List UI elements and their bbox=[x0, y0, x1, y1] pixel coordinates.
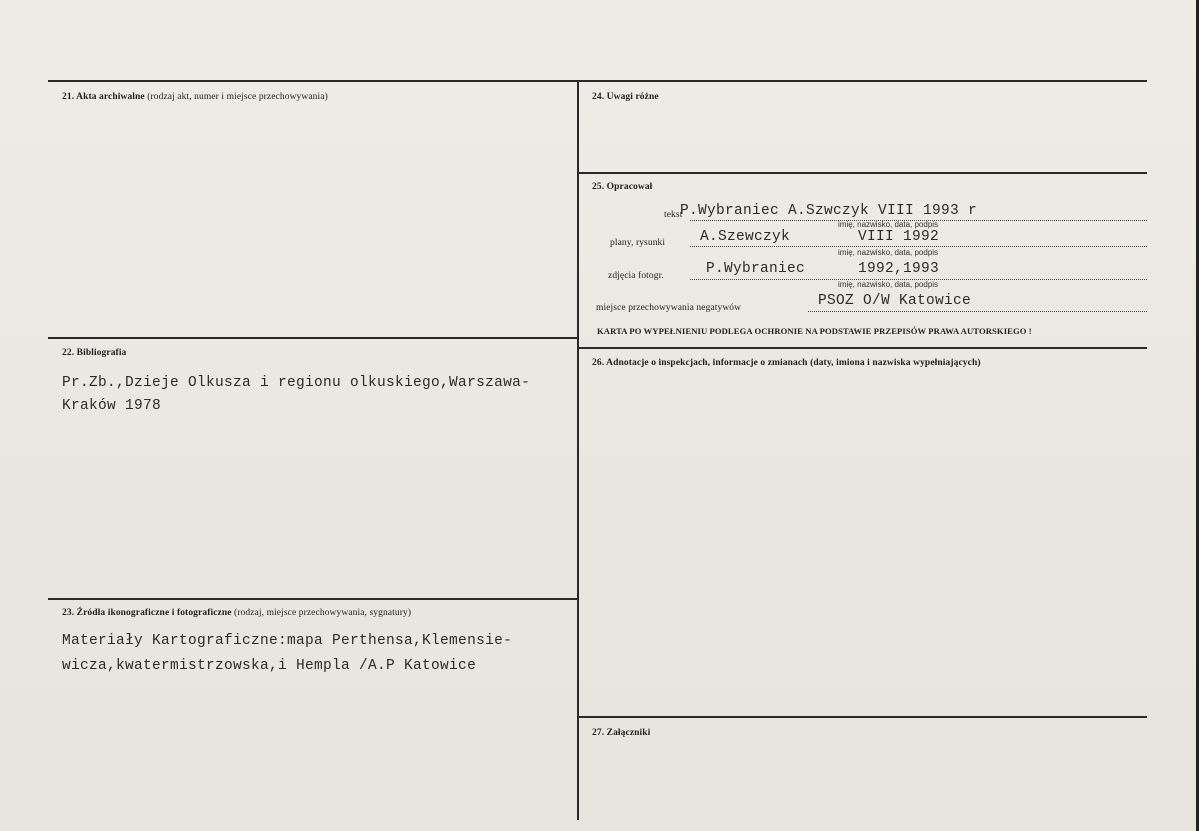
tekst-label: tekst bbox=[664, 210, 683, 220]
zdjecia-date: 1992,1993 bbox=[858, 261, 940, 277]
section-23-note: (rodzaj, miejsce przechowywania, sygnatury) bbox=[234, 608, 412, 618]
section-27-label bbox=[592, 728, 650, 738]
rule-27 bbox=[578, 716, 1147, 718]
plany-dotted-line bbox=[690, 246, 1147, 247]
bibliography-line-2: Kraków 1978 bbox=[62, 398, 162, 414]
section-25-title: 25. Opracował bbox=[592, 182, 653, 192]
section-23-title: 23. Źródła ikonograficzne i fotograficzne bbox=[62, 608, 232, 618]
section-23-label bbox=[62, 608, 411, 618]
section-26-title: 26. Adnotacje o inspekcjach, informacje o zmianach bbox=[592, 358, 808, 368]
section-27-title: 27. Załączniki bbox=[592, 728, 651, 738]
section-22-title: 22. Bibliografia bbox=[62, 348, 127, 358]
rule-26 bbox=[578, 347, 1147, 349]
bibliography-line-1: Pr.Zb.,Dzieje Olkusza i regionu olkuskiego,Warszawa- bbox=[62, 375, 531, 391]
negatywy-value: PSOZ O/W Katowice bbox=[818, 293, 972, 309]
section-26-label bbox=[592, 358, 981, 368]
section-21-note: (rodzaj akt, numer i miejsce przechowywania) bbox=[147, 92, 328, 102]
section-26-note: (daty, imiona i nazwiska wypełniających) bbox=[810, 358, 981, 368]
copyright-notice: KARTA PO WYPEŁNIENIU PODLEGA OCHRONIE NA PODSTAWIE PRZEPISÓW PRAWA AUTORSKIEGO ! bbox=[597, 326, 1032, 336]
rule-25 bbox=[578, 172, 1147, 174]
rule-22 bbox=[48, 337, 578, 339]
rule-23 bbox=[48, 598, 578, 600]
negatywy-dotted-line bbox=[808, 311, 1147, 312]
negatywy-label: miejsce przechowywania negatywów bbox=[596, 303, 742, 313]
iconography-line-1: Materiały Kartograficzne:mapa Perthensa,Klemensie- bbox=[62, 633, 513, 649]
caption-3: imię, nazwisko, data, podpis bbox=[838, 280, 939, 289]
zdjecia-label: zdjęcia fotogr. bbox=[608, 271, 664, 281]
caption-2: imię, nazwisko, data, podpis bbox=[838, 248, 939, 257]
top-rule bbox=[48, 80, 1147, 82]
section-22-label bbox=[62, 348, 126, 358]
plany-name: A.Szewczyk bbox=[700, 229, 791, 245]
column-divider bbox=[577, 80, 579, 820]
zdjecia-name: P.Wybraniec bbox=[706, 261, 806, 277]
section-24-title: 24. Uwagi różne bbox=[592, 92, 659, 102]
section-24-label bbox=[592, 92, 659, 102]
caption-1: imię, nazwisko, data, podpis bbox=[838, 220, 939, 229]
tekst-value: P.Wybraniec A.Szwczyk VIII 1993 r bbox=[680, 203, 978, 219]
plany-date: VIII 1992 bbox=[858, 229, 940, 245]
iconography-line-2: wicza,kwatermistrzowska,i Hempla /A.P Katowice bbox=[62, 658, 477, 674]
section-21-title: 21. Akta archiwalne bbox=[62, 92, 145, 102]
section-25-label bbox=[592, 182, 652, 192]
section-21-label bbox=[62, 92, 328, 102]
plany-label: plany, rysunki bbox=[610, 238, 666, 248]
